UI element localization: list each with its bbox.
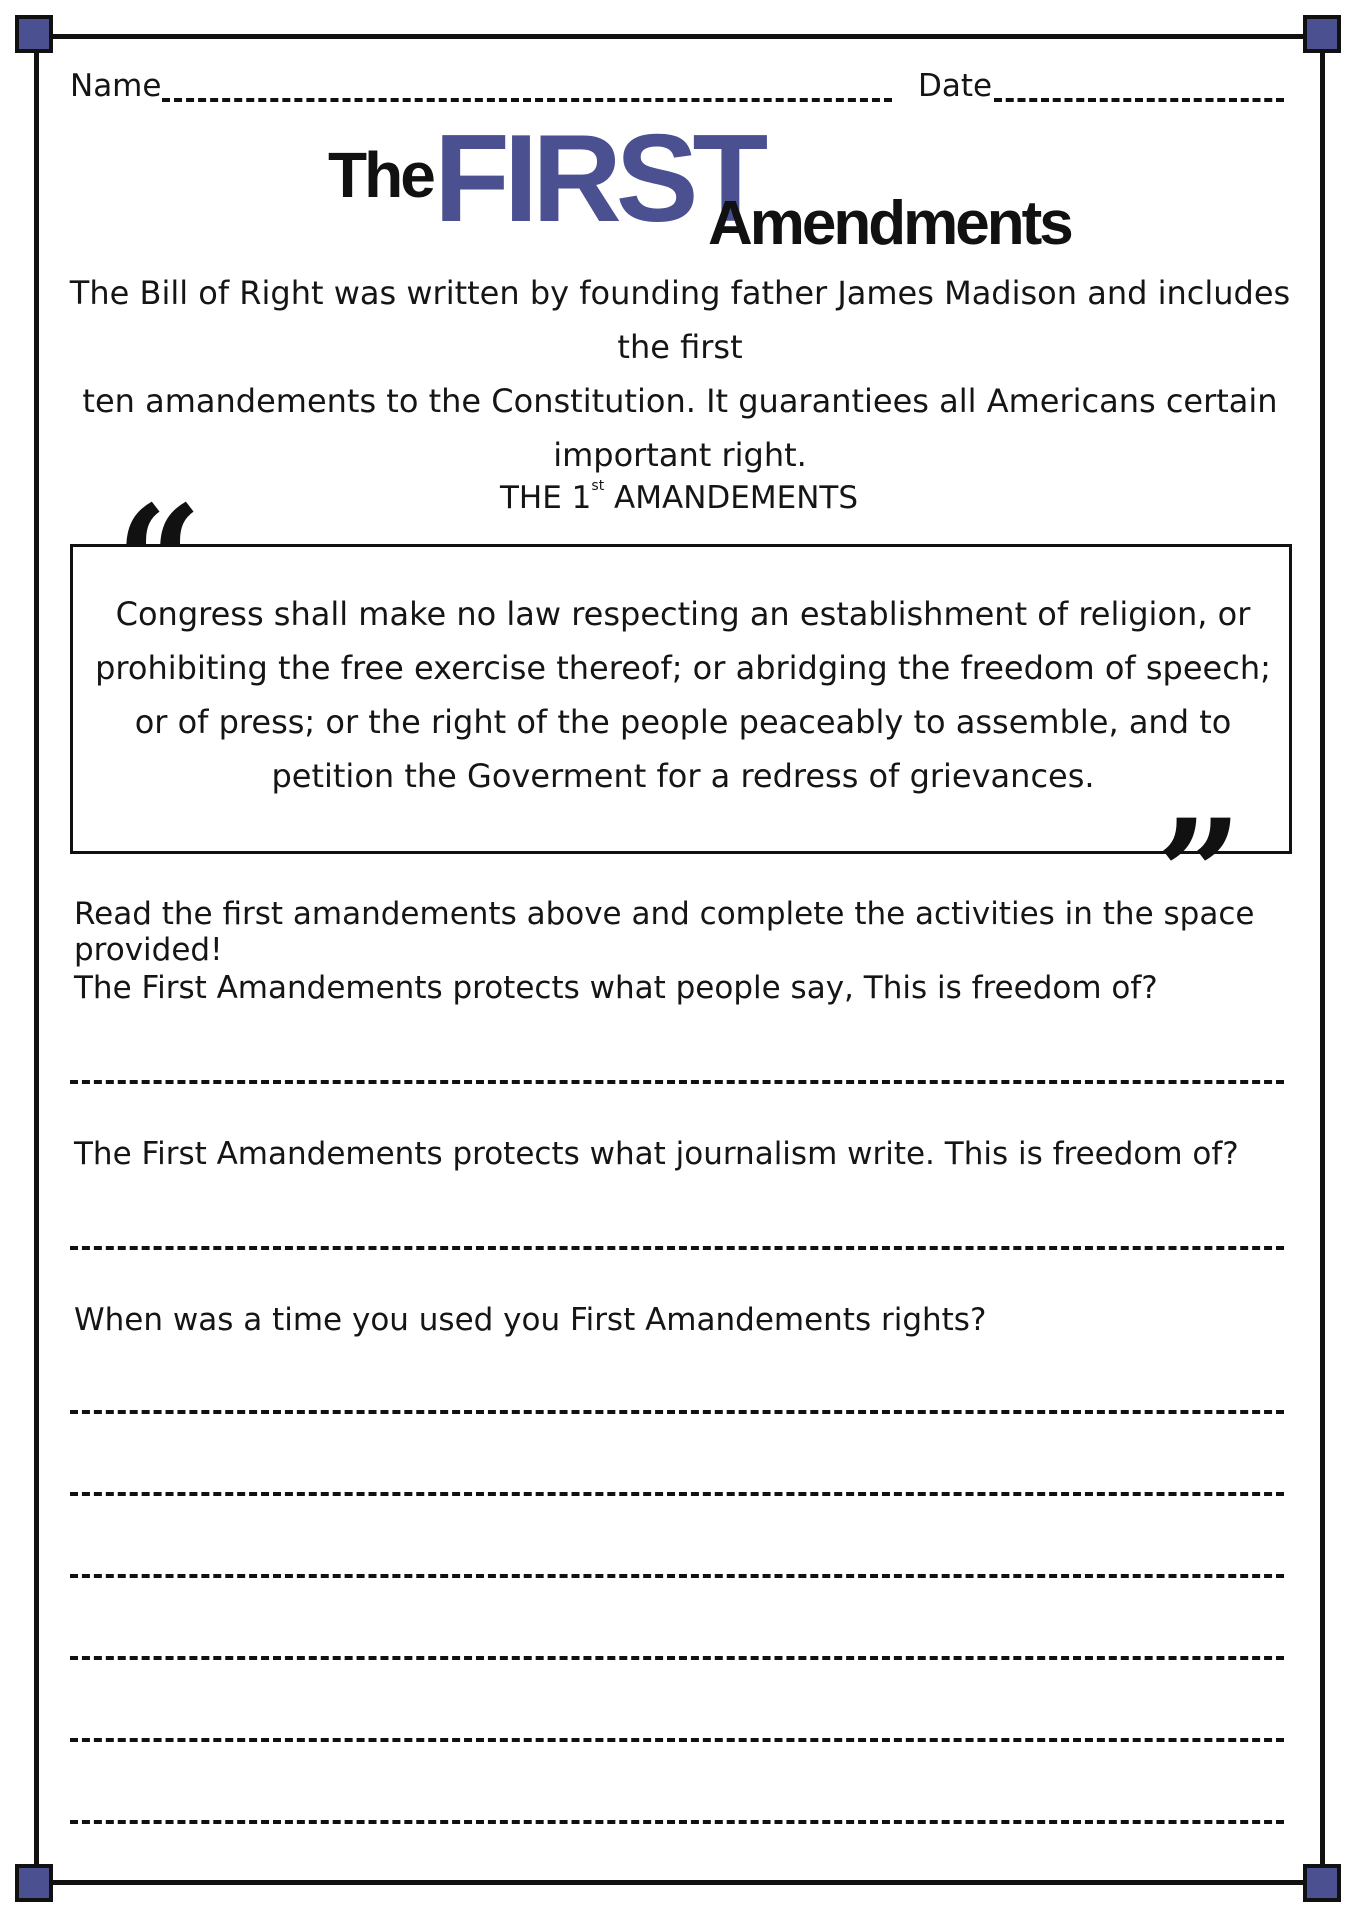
instructions-text: Read the first amandements above and complete the activities in the space provided! [74,896,1255,968]
answer-line-3[interactable] [70,1410,1284,1414]
intro-line: The Bill of Right was written by founding father James Madison and includes the first [69,274,1291,366]
quote-line: Congress shall make no law respecting an establishment of religion, or [115,595,1251,633]
answer-line-3[interactable] [70,1656,1284,1660]
corner-square-top-left [15,15,53,53]
title-the: The [328,139,433,211]
quote-line: petition the Goverment for a redress of grievances. [271,757,1095,795]
section-heading [0,478,1358,516]
section-heading-prefix: THE 1 [499,480,592,516]
amendment-quote-box [70,544,1292,854]
intro-line: ten amandements to the Constitution. It guarantiees all Americans certain [82,382,1278,420]
answer-line-3[interactable] [70,1492,1284,1496]
name-date-header [70,64,1290,114]
answer-line-2[interactable] [70,1246,1284,1250]
question-3: When was a time you used you First Amandements rights? [74,1302,987,1338]
quote-line: prohibiting the free exercise thereof; or abridging the freedom of speech; [95,649,1271,687]
answer-line-3[interactable] [70,1738,1284,1742]
corner-square-bottom-left [15,1864,53,1902]
quote-line: or of press; or the right of the people peaceably to assemble, and to [134,703,1232,741]
open-quote-icon: “ [116,473,203,649]
name-field[interactable] [162,98,892,102]
corner-square-top-right [1303,15,1341,53]
title-amendments: Amendments [708,189,1071,258]
page-title [0,110,1358,258]
frame-left [34,36,39,1882]
amendment-quote-text [93,587,1273,803]
answer-line-1[interactable] [70,1080,1284,1084]
close-quote-icon: ” [1156,787,1243,963]
title-first: FIRST [434,110,763,248]
frame-bottom [36,1880,1322,1885]
section-heading-ordinal: st [591,478,605,494]
section-heading-suffix: AMANDEMENTS [604,480,859,516]
name-label: Name [70,68,162,104]
date-field[interactable] [994,98,1284,102]
corner-square-bottom-right [1303,1864,1341,1902]
answer-line-3[interactable] [70,1820,1284,1824]
frame-top [36,34,1322,39]
intro-line: important right. [553,436,807,474]
date-label: Date [918,68,993,104]
question-2: The First Amandements protects what journalism write. This is freedom of? [74,1136,1239,1172]
question-1: The First Amandements protects what people say, This is freedom of? [74,970,1158,1006]
answer-line-3[interactable] [70,1574,1284,1578]
intro-paragraph [60,266,1300,482]
